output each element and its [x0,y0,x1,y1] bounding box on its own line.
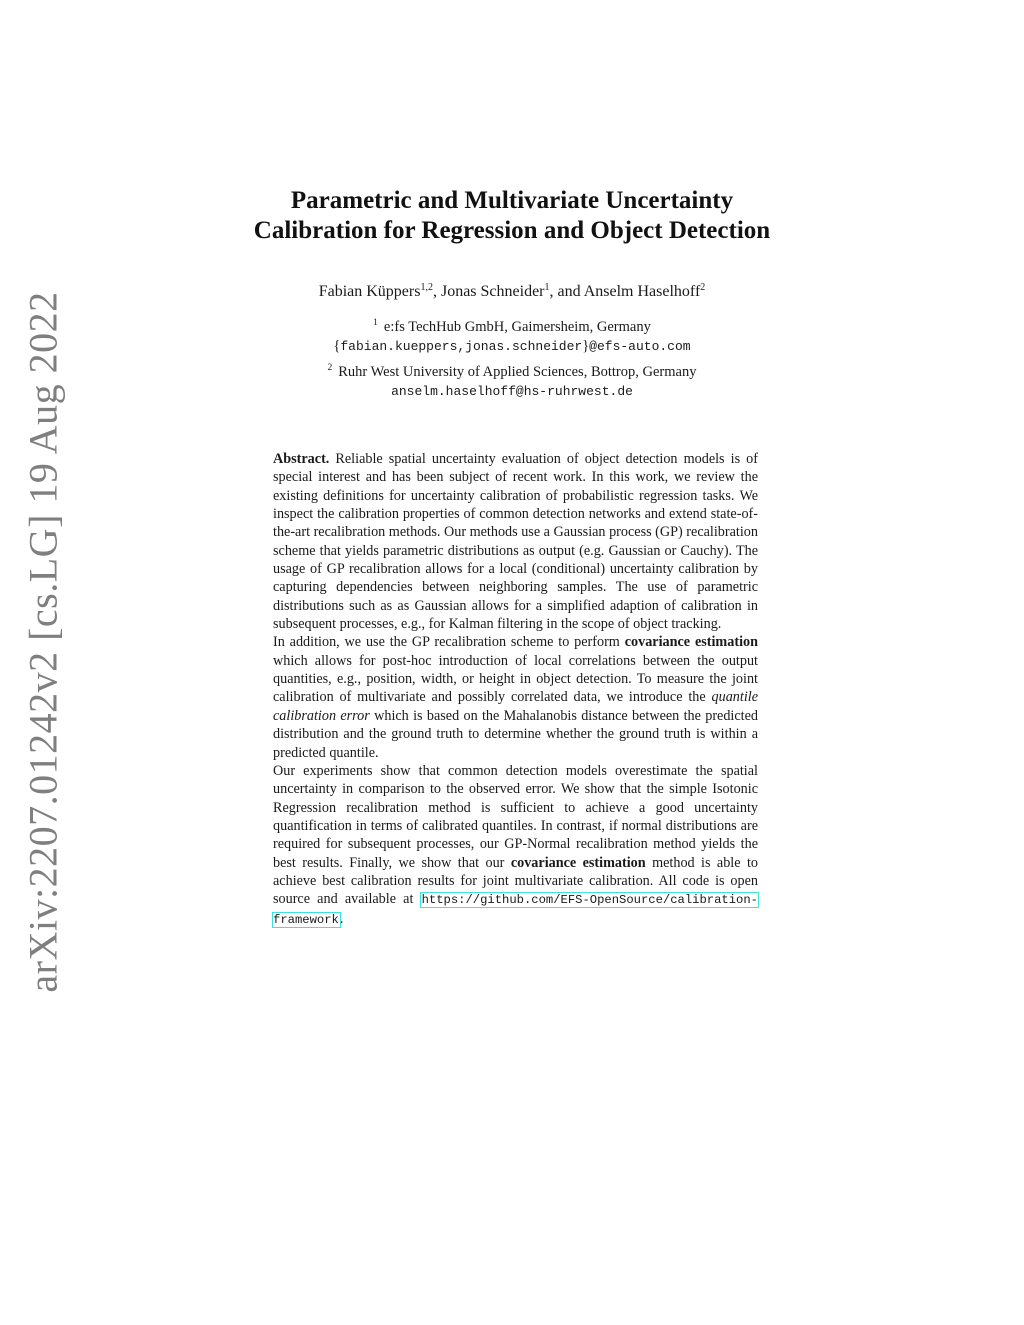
arxiv-stamp: arXiv:2207.01242v2 [cs.LG] 19 Aug 2022 [20,291,66,993]
affiliation-1-number: 1 [373,318,378,328]
abstract-p2-text-a: In addition, we use the GP recalibration scheme to perform [273,634,625,651]
affiliation-1 [0,318,1024,356]
abstract-p3-bold: covariance estimation [510,854,646,871]
author-3-affil: 2 [700,282,706,293]
author-2-affil: 1 [544,282,550,293]
abstract-p2-text-b: which allows for post-hoc introduction of local correlations between the output quantities, e.g., position, width, or height in object detection. To measure the joint calibration of multivariate and possibly correlated data, we introduce the [273,652,758,706]
abstract-p3-text-b: method is able to achieve best calibration results for joint multivariate calibration. All code is open source and available at [273,854,758,908]
abstract-p3-text-a: Our experiments show that common detection models overestimate the spatial uncertainty in comparison to the observed error. We show that the simple Isotonic Regression recalibration method is sufficient to achieve a good uncertainty quantification in terms of calibrated quantiles. In contrast, if normal distributions are required for subsequent processes, our GP-Normal recalibration method yields the best results. Finally, we show that our [273,762,758,871]
title-line-1: Parametric and Multivariate Uncertainty [290,187,734,214]
abstract-paragraph-3 [273,762,758,929]
affiliation-1-name: e:fs TechHub GmbH, Gaimersheim, Germany [383,319,651,335]
affiliation-1-name-line [0,318,1024,337]
abstract-p2-bold: covariance estimation [624,634,758,651]
paper-title [0,186,1024,246]
abstract-p2-italic: quantile calibration error [273,689,758,724]
affiliation-2-number: 2 [327,363,333,373]
email-brace-open: { [333,338,341,354]
abstract-paragraph-1 [273,450,758,633]
author-1-affil: 1,2 [420,282,433,293]
abstract-p2-text-c: which is based on the Mahalanobis distance between the predicted distribution and the ground truth to determine whether the ground truth is within a predicted quantile. [273,707,759,761]
abstract-label: Abstract. [273,451,330,467]
author-2: , Jonas Schneider [432,283,545,300]
email-domain: @efs-auto.com [589,339,691,354]
affiliation-2 [0,363,1024,401]
affiliation-1-email [0,337,1024,356]
author-3: , and Anselm Haselhoff [549,283,701,300]
affiliation-2-name: Ruhr West University of Applied Sciences, Bottrop, Germany [338,364,697,380]
title-line-2: Calibration for Regression and Object Detection [253,217,771,244]
affiliation-2-email: anselm.haselhoff@hs-ruhrwest.de [391,384,633,399]
code-repository-link[interactable]: https://github.com/EFS-OpenSource/calibration-framework [273,893,758,927]
abstract-paragraph-2 [273,633,758,761]
abstract-p1-text: Reliable spatial uncertainty evaluation of object detection models is of special interest and has been subject of recent work. In this work, we review the existing definitions for uncertainty calibration of probabilistic regression tasks. We inspect the calibration properties of common detection networks and extend state-of-the-art recalibration methods. Our methods use a Gaussian process (GP) recalibration scheme that yields parametric distributions as output (e.g. Gaussian or Cauchy). The usage of GP recalibration allows for a local (conditional) uncertainty calibration by capturing dependencies between neighboring samples. The use of parametric distributions such as as Gaussian allows for a simplified adaption of calibration in subsequent processes, e.g., for Kalman filtering in the scope of object tracking. [273,451,759,633]
abstract-p3-end: . [339,910,344,927]
email-brace-close: } [582,338,590,354]
affiliation-2-name-line [0,363,1024,382]
abstract [273,450,758,929]
email-names: fabian.kueppers,jonas.schneider [340,339,583,354]
author-1: Fabian Küppers [318,283,421,300]
author-list [0,283,1024,301]
